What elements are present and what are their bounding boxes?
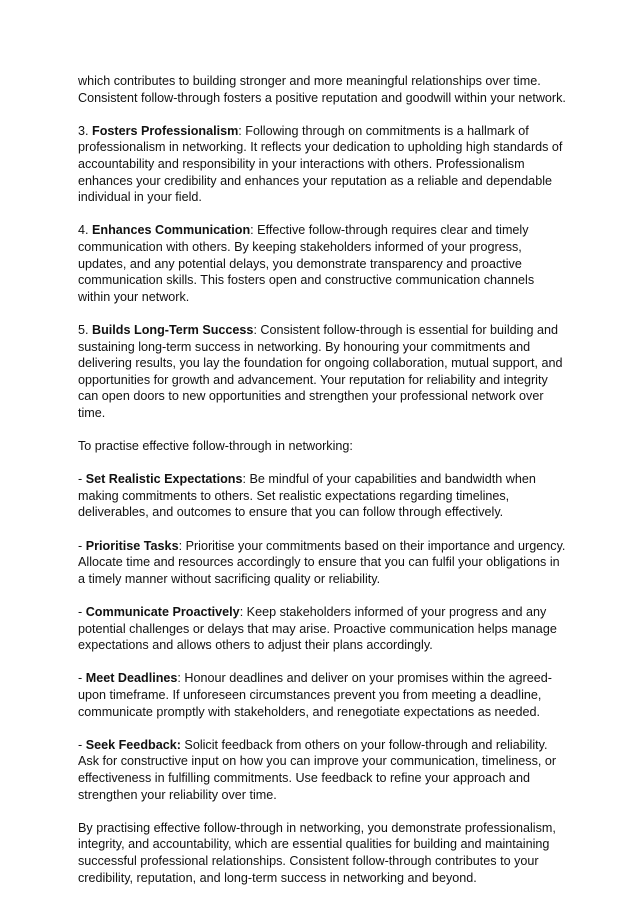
tip-seek-feedback [78, 737, 568, 803]
tip-title: Communicate Proactively [85, 605, 240, 619]
tip-bullet: - [78, 671, 83, 686]
numbered-point-5 [78, 322, 568, 422]
point-number: 5. [78, 322, 89, 337]
tip-bullet: - [78, 737, 83, 752]
conclusion-paragraph: By practising effective follow-through in networking, you demonstrate professionalism, integrity, and accountability, which are essential qualities for building and maintaining successful professional relationships. Consistent follow-through contributes to your credibility, reputation, and long-term success in networking and beyond. [78, 820, 556, 885]
practise-intro-paragraph: To practise effective follow-through in networking: [78, 439, 353, 454]
document-page [78, 73, 568, 886]
tip-prioritise-tasks [78, 538, 568, 588]
tip-bullet: - [78, 605, 83, 619]
tip-text: : Honour deadlines and deliver on your promises within the agreed-upon timeframe. If unforeseen circumstances prevent you from meeting a deadline, communicate promptly with stakeholders, and renegotiate expectations as needed. [78, 671, 552, 719]
point-text: : Following through on commitments is a hallmark of professionalism in networking. It reflects your dedication to upholding high standards of accountability and responsibility in your interactions with others. Professionalism enhances your credibility and enhances your reputation as a reliable and dependable individual in your field. [78, 123, 563, 205]
tip-title: Meet Deadlines [85, 671, 178, 686]
point-number: 4. [78, 223, 89, 238]
tip-bullet: - [78, 538, 83, 553]
point-number: 3. [78, 123, 89, 138]
tip-meet-deadlines [78, 670, 568, 720]
tip-bullet: - [78, 472, 83, 487]
tip-title: Set Realistic Expectations [85, 472, 243, 487]
intro-continuation-paragraph: which contributes to building stronger and more meaningful relationships over time. Consistent follow-through fosters a positive reputation and goodwill within your network. [78, 74, 566, 105]
point-text: : Consistent follow-through is essential for building and sustaining long-term success in networking. By honouring your commitments and delivering results, you lay the foundation for ongoing collaboration, mutual support, and opportunities for growth and advancement. Your reputation for reliability and integrity can open doors to new opportunities and strengthen your professional network over time. [78, 322, 563, 420]
tip-text: : Prioritise your commitments based on their importance and urgency. Allocate time and resources accordingly to ensure that you can fulfil your obligations in a timely manner without sacrificing quality or reliability. [78, 538, 566, 586]
tip-title: Seek Feedback: [85, 737, 181, 752]
point-title: Fosters Professionalism [92, 123, 239, 138]
point-title: Enhances Communication [92, 223, 251, 238]
numbered-point-4 [78, 222, 568, 305]
tip-communicate-proactively [78, 604, 568, 654]
tip-text: : Keep stakeholders informed of your progress and any potential challenges or delays that may arise. Proactive communication helps manage expectations and allows others to adjust their plans accordingly. [78, 605, 557, 653]
tip-text: Solicit feedback from others on your follow-through and reliability. Ask for constructive input on how you can improve your communication, timeliness, or effectiveness in fulfilling commitments. Use feedback to refine your approach and strengthen your reliability over time. [78, 737, 557, 802]
point-title: Builds Long-Term Success [92, 322, 254, 337]
numbered-point-3 [78, 123, 568, 206]
point-text: : Effective follow-through requires clear and timely communication with others. By keeping stakeholders informed of your progress, updates, and any potential delays, you demonstrate transparency and proactive communication skills. This fosters open and constructive communication channels within your network. [78, 223, 535, 304]
tip-set-realistic-expectations [78, 471, 568, 521]
tip-title: Prioritise Tasks [85, 538, 179, 553]
tip-text: : Be mindful of your capabilities and bandwidth when making commitments to others. Set realistic expectations regarding timelines, deliverables, and outcomes to ensure that you can follow through effectively. [78, 472, 536, 520]
